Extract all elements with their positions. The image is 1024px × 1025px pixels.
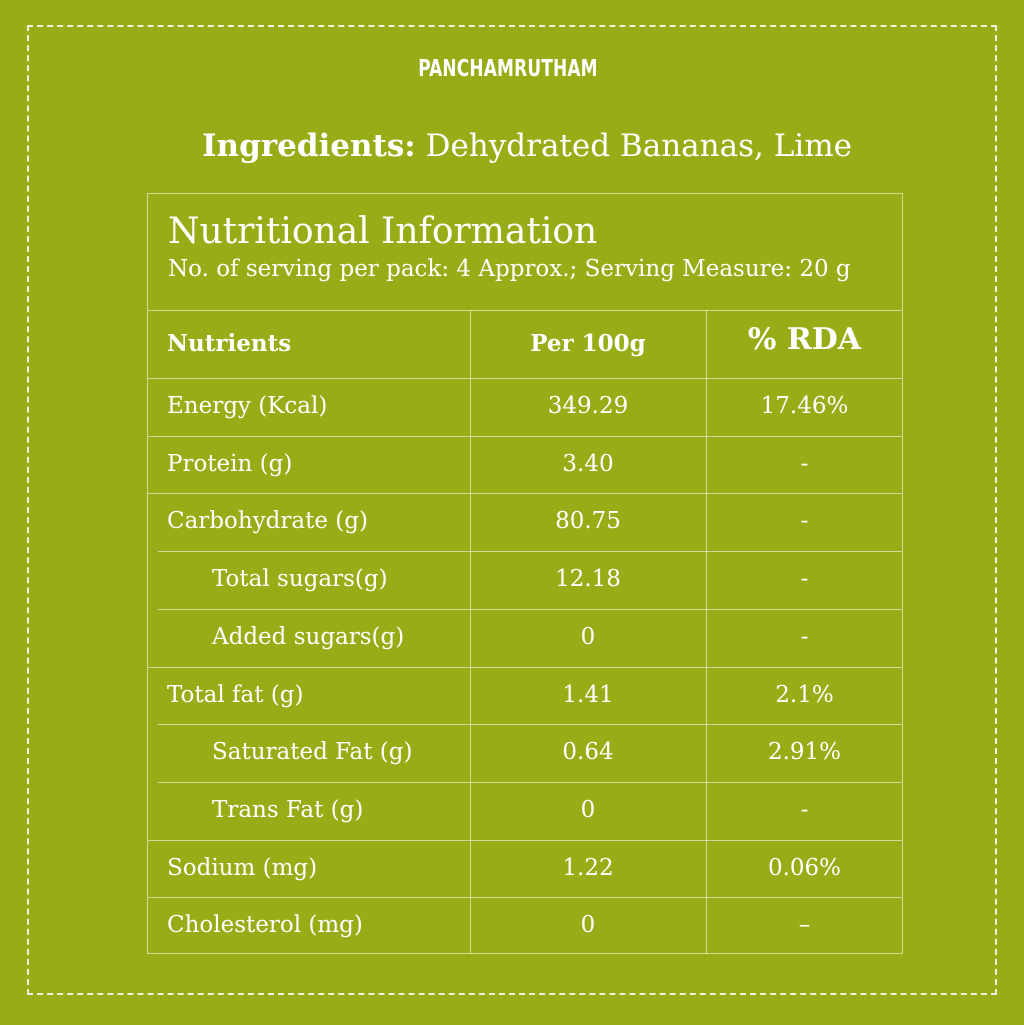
nutrient-name: Energy (Kcal) [167,393,328,419]
rda-value: - [800,566,809,593]
row-divider [148,436,902,437]
nutrient-name: Cholesterol (mg) [167,912,363,939]
row-divider [158,609,902,610]
ingredients-label: Ingredients: [202,128,416,164]
nutrition-title: Nutritional Information [168,211,598,252]
per100-value: 1.22 [562,854,614,881]
nutrient-name: Saturated Fat (g) [212,739,413,766]
per100-value: 0 [580,912,596,939]
rda-value: 17.46% [760,393,849,419]
header-nutrients: Nutrients [167,330,292,357]
header-rda: % RDA [747,322,862,357]
rda-value: 0.06% [767,854,842,881]
per100-value: 1.41 [562,681,614,708]
row-divider [158,782,902,783]
nutrition-table [147,193,903,954]
rda-value: – [798,912,811,939]
nutrient-name: Total fat (g) [167,681,304,708]
per100-value: 80.75 [555,508,621,535]
rda-value: - [800,623,809,650]
nutrient-name: Carbohydrate (g) [167,508,368,535]
row-divider [148,378,902,379]
ingredients-value: Dehydrated Bananas, Lime [425,128,852,164]
row-divider [158,551,902,552]
per100-value: 12.18 [555,566,621,593]
rda-value: - [800,796,809,823]
rda-value: 2.91% [767,739,842,766]
nutrient-name: Total sugars(g) [212,566,388,593]
ingredients-line [0,128,1024,164]
rda-value: - [800,450,809,477]
divider [148,310,902,311]
per100-value: 3.40 [562,450,614,477]
brand-name: PANCHAMRUTHAM [418,56,598,82]
per100-value: 0.64 [562,739,614,766]
per100-value: 349.29 [547,393,629,419]
row-divider [148,667,902,668]
header-per100: Per 100g [530,330,646,357]
rda-value: - [800,508,809,535]
row-divider [148,840,902,841]
row-divider [158,724,902,725]
nutrient-name: Added sugars(g) [212,623,405,650]
nutrient-name: Trans Fat (g) [212,796,364,823]
serving-info: No. of serving per pack: 4 Approx.; Serving Measure: 20 g [168,256,851,282]
rda-value: 2.1% [775,681,834,708]
row-divider [148,897,902,898]
row-divider [148,493,902,494]
per100-value: 0 [580,623,596,650]
nutrient-name: Protein (g) [167,450,293,477]
per100-value: 0 [580,796,596,823]
nutrient-name: Sodium (mg) [167,854,318,881]
